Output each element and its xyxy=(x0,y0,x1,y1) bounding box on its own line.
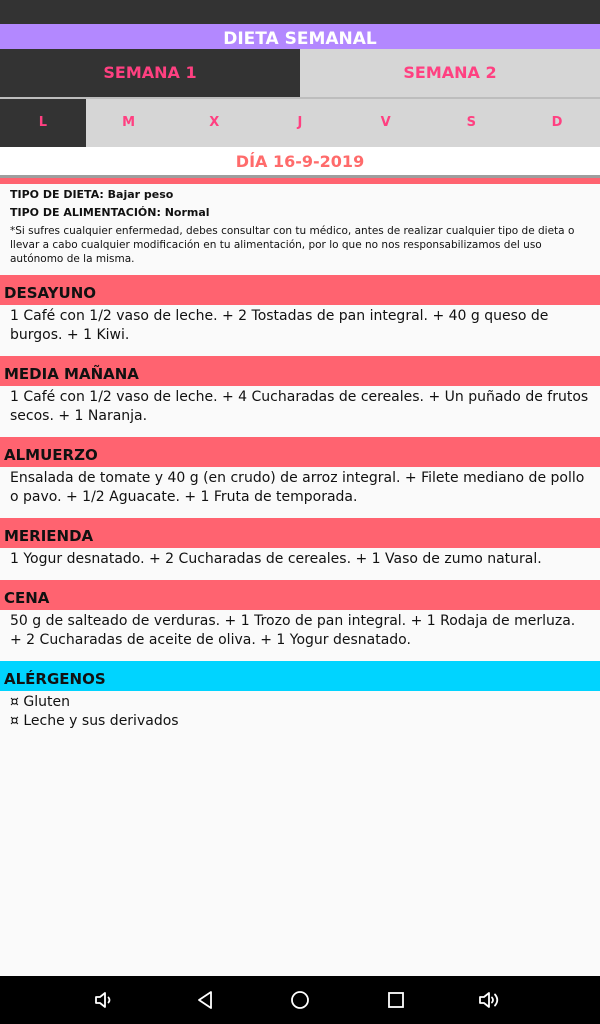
week-tabs xyxy=(0,49,600,97)
date-accent-divider xyxy=(0,178,600,184)
meal-header-merienda: MERIENDA xyxy=(0,518,600,548)
day-tab-s[interactable]: S xyxy=(466,115,477,130)
meal-text-media-manana: 1 Café con 1/2 vaso de leche. + 4 Cucharadas de cereales. + Un puñado de frutos secos. + 1 Naranja. xyxy=(10,389,589,424)
allergen-item: ¤ Leche y sus derivados xyxy=(10,713,179,729)
day-tab-j[interactable]: J xyxy=(297,115,303,130)
meal-text-almuerzo: Ensalada de tomate y 40 g (en crudo) de arroz integral. + Filete mediano de pollo o pavo. + 1/2 Aguacate. + 1 Fruta de temporada. xyxy=(10,470,585,505)
meal-text-merienda: 1 Yogur desnatado. + 2 Cucharadas de cereales. + 1 Vaso de zumo natural. xyxy=(10,551,542,567)
home-icon[interactable] xyxy=(288,988,312,1012)
meal-header-almuerzo: ALMUERZO xyxy=(0,437,600,467)
date-label: DÍA 16-9-2019 xyxy=(0,147,600,175)
diet-info xyxy=(10,186,580,266)
app-title: DIETA SEMANAL xyxy=(0,24,600,49)
day-tabs xyxy=(0,99,600,147)
allergens-header: ALÉRGENOS xyxy=(0,661,600,691)
allergen-item: ¤ Gluten xyxy=(10,694,70,710)
recents-icon[interactable] xyxy=(384,988,408,1012)
tab-semana-2[interactable]: SEMANA 2 xyxy=(300,49,600,97)
day-tab-m[interactable]: M xyxy=(122,115,136,130)
status-bar xyxy=(0,0,600,24)
tab-semana-1[interactable]: SEMANA 1 xyxy=(0,49,300,97)
meal-text-cena: 50 g de salteado de verduras. + 1 Trozo de pan integral. + 1 Rodaja de merluza. + 2 Cucharadas de aceite de oliva. + 1 Yogur desnatado. xyxy=(10,613,576,648)
volume-up-icon[interactable] xyxy=(478,988,502,1012)
disclaimer: *Si sufres cualquier enfermedad, debes consultar con tu médico, antes de realizar cualquier tipo de dieta o llevar a cabo cualquier modificación en tu alimentación, por lo que no nos responsabilizamos del uso autónomo de la misma. xyxy=(10,225,575,265)
diet-type: TIPO DE DIETA: Bajar peso xyxy=(10,188,174,201)
back-icon[interactable] xyxy=(193,988,217,1012)
allergens-list xyxy=(10,693,590,731)
navigation-bar xyxy=(0,976,600,1024)
day-tab-x[interactable]: X xyxy=(209,115,220,130)
day-tab-l[interactable]: L xyxy=(0,99,86,147)
meal-header-desayuno: DESAYUNO xyxy=(0,275,600,305)
day-tab-d[interactable]: D xyxy=(551,115,563,130)
day-tab-v[interactable]: V xyxy=(380,115,391,130)
meal-header-media-manana: MEDIA MAÑANA xyxy=(0,356,600,386)
meal-header-cena: CENA xyxy=(0,580,600,610)
meal-text-desayuno: 1 Café con 1/2 vaso de leche. + 2 Tostadas de pan integral. + 40 g queso de burgos. + 1 Kiwi. xyxy=(10,308,549,343)
food-type: TIPO DE ALIMENTACIÓN: Normal xyxy=(10,206,210,219)
volume-down-icon[interactable] xyxy=(93,988,117,1012)
